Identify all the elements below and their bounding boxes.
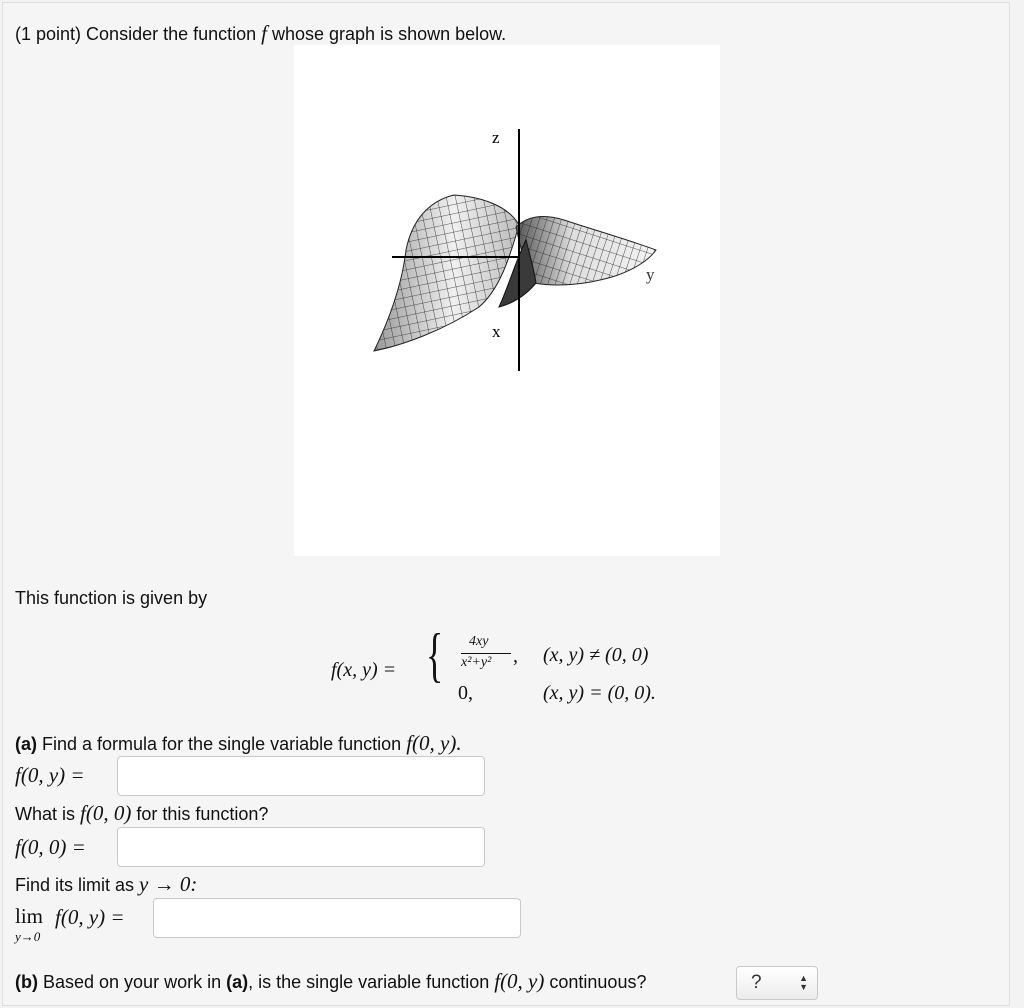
question2-pre: What is — [15, 804, 81, 824]
case2-condition: (x, y) = (0, 0). — [543, 682, 656, 704]
question3-pre: Find its limit as — [15, 875, 140, 895]
case1-condition: (x, y) ≠ (0, 0) — [543, 644, 649, 666]
continuity-select[interactable] — [736, 966, 818, 1000]
part-a-math: f(0, y). — [406, 731, 462, 755]
question3-math: y → 0: — [139, 872, 198, 896]
select-arrows-icon: ▲ ▼ — [799, 973, 808, 992]
case1-comma: , — [513, 645, 518, 667]
problem-intro — [15, 21, 506, 46]
part-b-label: (b) — [15, 972, 38, 992]
part-a-prompt — [15, 731, 462, 756]
question3-text — [15, 872, 197, 897]
case2-value: 0, — [458, 682, 473, 704]
continuity-select-value: ? — [751, 972, 762, 993]
y-axis-label: y — [646, 265, 655, 284]
part-b-math: f(0, y) — [494, 969, 545, 993]
problem-card — [2, 2, 1010, 1006]
definition-lhs: f(x, y) = — [331, 659, 397, 681]
answer2-label: f(0, 0) = — [15, 835, 86, 859]
limit-subscript: y→0 — [15, 929, 41, 944]
part-a-text: Find a formula for the single variable function — [37, 734, 407, 754]
surface-plot-svg — [294, 45, 720, 556]
answer1-label: f(0, y) = — [15, 763, 85, 787]
points-label: (1 point) — [15, 24, 82, 44]
intro-text: Consider the function — [81, 24, 262, 44]
part-b-text-post: continuous? — [544, 972, 647, 992]
limit-lim: lim — [15, 904, 44, 928]
question2-post: for this function? — [131, 804, 269, 824]
fraction-bar — [461, 653, 511, 654]
z-axis-label: z — [492, 128, 500, 147]
intro-text-end: whose graph is shown below. — [267, 24, 507, 44]
limit-expression: f(0, y) = — [55, 905, 125, 929]
case1-numerator: 4xy — [469, 634, 489, 649]
part-a-label: (a) — [15, 734, 37, 754]
answer3-input[interactable] — [153, 898, 521, 938]
part-b-prompt — [15, 969, 646, 994]
answer1-input[interactable] — [117, 756, 485, 796]
part-b-text-pre: Based on your work in — [37, 972, 227, 992]
question2-text — [15, 801, 268, 826]
surface-plot — [294, 45, 720, 556]
definition-brace: { — [426, 622, 444, 688]
answer2-input[interactable] — [117, 827, 485, 867]
case1-denominator: x²+y² — [461, 655, 492, 670]
x-axis-label: x — [492, 322, 501, 341]
given-by-text: This function is given by — [15, 588, 208, 608]
question2-math: f(0, 0) — [80, 801, 132, 825]
part-b-ref: (a) — [226, 972, 249, 992]
intro-function-symbol: f — [261, 21, 267, 45]
part-b-text-mid: , is the single variable function — [248, 972, 495, 992]
